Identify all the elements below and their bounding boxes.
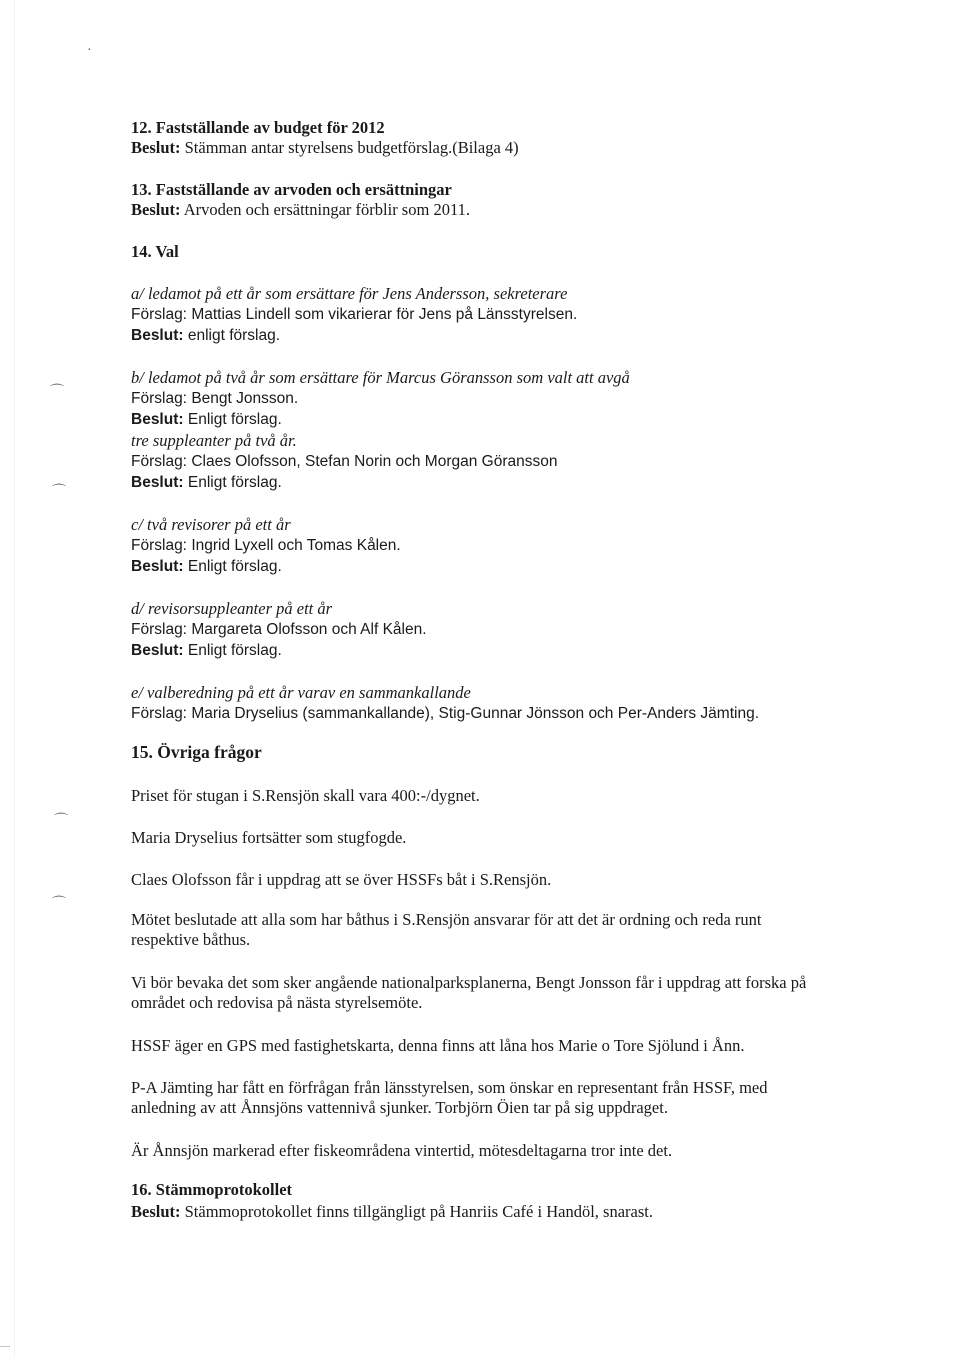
proposal-line: Förslag: Mattias Lindell som vikarierar för Jens på Länsstyrelsen. (131, 306, 578, 323)
decision-line: Beslut: Enligt förslag. (131, 558, 282, 575)
paragraph: respektive båthus. (131, 930, 251, 949)
paragraph: området och redovisa på nästa styrelsemöte. (131, 993, 423, 1012)
section-heading: 14. Val (131, 242, 179, 261)
item-heading: a/ ledamot på ett år som ersättare för Jens Andersson, sekreterare (131, 284, 568, 303)
sub-item-heading: tre suppleanter på två år. (131, 431, 297, 450)
paragraph: Är Ånnsjön markerad efter fiskeområdena vintertid, mötesdeltagarna tror inte det. (131, 1141, 673, 1160)
proposal-line: Förslag: Maria Dryselius (sammankallande), Stig-Gunnar Jönsson och Per-Anders Jämting. (131, 705, 760, 722)
paragraph: Mötet beslutade att alla som har båthus i S.Rensjön ansvarar för att det är ordning och reda runt (131, 910, 762, 929)
decision-line: Beslut: Enligt förslag. (131, 411, 282, 428)
proposal-line: Förslag: Ingrid Lyxell och Tomas Kålen. (131, 537, 401, 554)
proposal-line: Förslag: Margareta Olofsson och Alf Kålen. (131, 621, 427, 638)
paragraph: Claes Olofsson får i uppdrag att se över HSSFs båt i S.Rensjön. (131, 870, 552, 889)
proposal-line: Förslag: Claes Olofsson, Stefan Norin och Morgan Göransson (131, 453, 558, 470)
section-heading: 16. Stämmoprotokollet (131, 1180, 293, 1199)
paragraph: Priset för stugan i S.Rensjön skall vara 400:-/dygnet. (131, 786, 480, 805)
section-heading: 12. Fastställande av budget för 2012 (131, 118, 385, 137)
item-heading: e/ valberedning på ett år varav en sammankallande (131, 683, 471, 702)
paragraph: anledning av att Ånnsjöns vattennivå sjunker. Torbjörn Öien tar på sig uppdraget. (131, 1098, 668, 1117)
section-heading: 15. Övriga frågor (131, 742, 262, 762)
item-heading: c/ två revisorer på ett år (131, 515, 291, 534)
item-heading: b/ ledamot på två år som ersättare för Marcus Göransson som valt att avgå (131, 368, 630, 387)
decision-line: Beslut: enligt förslag. (131, 327, 281, 344)
scan-edge-mark (0, 1346, 10, 1347)
section-heading: 13. Fastställande av arvoden och ersättningar (131, 180, 452, 199)
scan-tilde: ⌒ (52, 485, 66, 500)
scan-tilde: ⌒ (50, 385, 64, 400)
scan-tilde: ⌒ (54, 814, 68, 829)
item-heading: d/ revisorsuppleanter på ett år (131, 599, 333, 618)
decision-line: Beslut: Enligt förslag. (131, 642, 282, 659)
paragraph: Maria Dryselius fortsätter som stugfogde. (131, 828, 407, 847)
paragraph: P-A Jämting har fått en förfrågan från länsstyrelsen, som önskar en representant från HSSF, med (131, 1078, 768, 1097)
decision-line: Beslut: Arvoden och ersättningar förblir som 2011. (131, 200, 470, 219)
decision-line: Beslut: Enligt förslag. (131, 474, 282, 491)
decision-line: Beslut: Stämman antar styrelsens budgetförslag.(Bilaga 4) (131, 138, 519, 157)
scan-speck: · (87, 43, 92, 58)
paragraph: Vi bör bevaka det som sker angående nationalparksplanerna, Bengt Jonsson får i uppdrag att forska på (131, 973, 807, 992)
decision-line: Beslut: Stämmoprotokollet finns tillgängligt på Hanriis Café i Handöl, snarast. (131, 1202, 653, 1221)
scan-edge-mark (14, 0, 15, 1358)
paragraph: HSSF äger en GPS med fastighetskarta, denna finns att låna hos Marie o Tore Sjölund i Ånn. (131, 1036, 745, 1055)
scan-tilde: ⌒ (52, 897, 66, 912)
proposal-line: Förslag: Bengt Jonsson. (131, 390, 299, 407)
